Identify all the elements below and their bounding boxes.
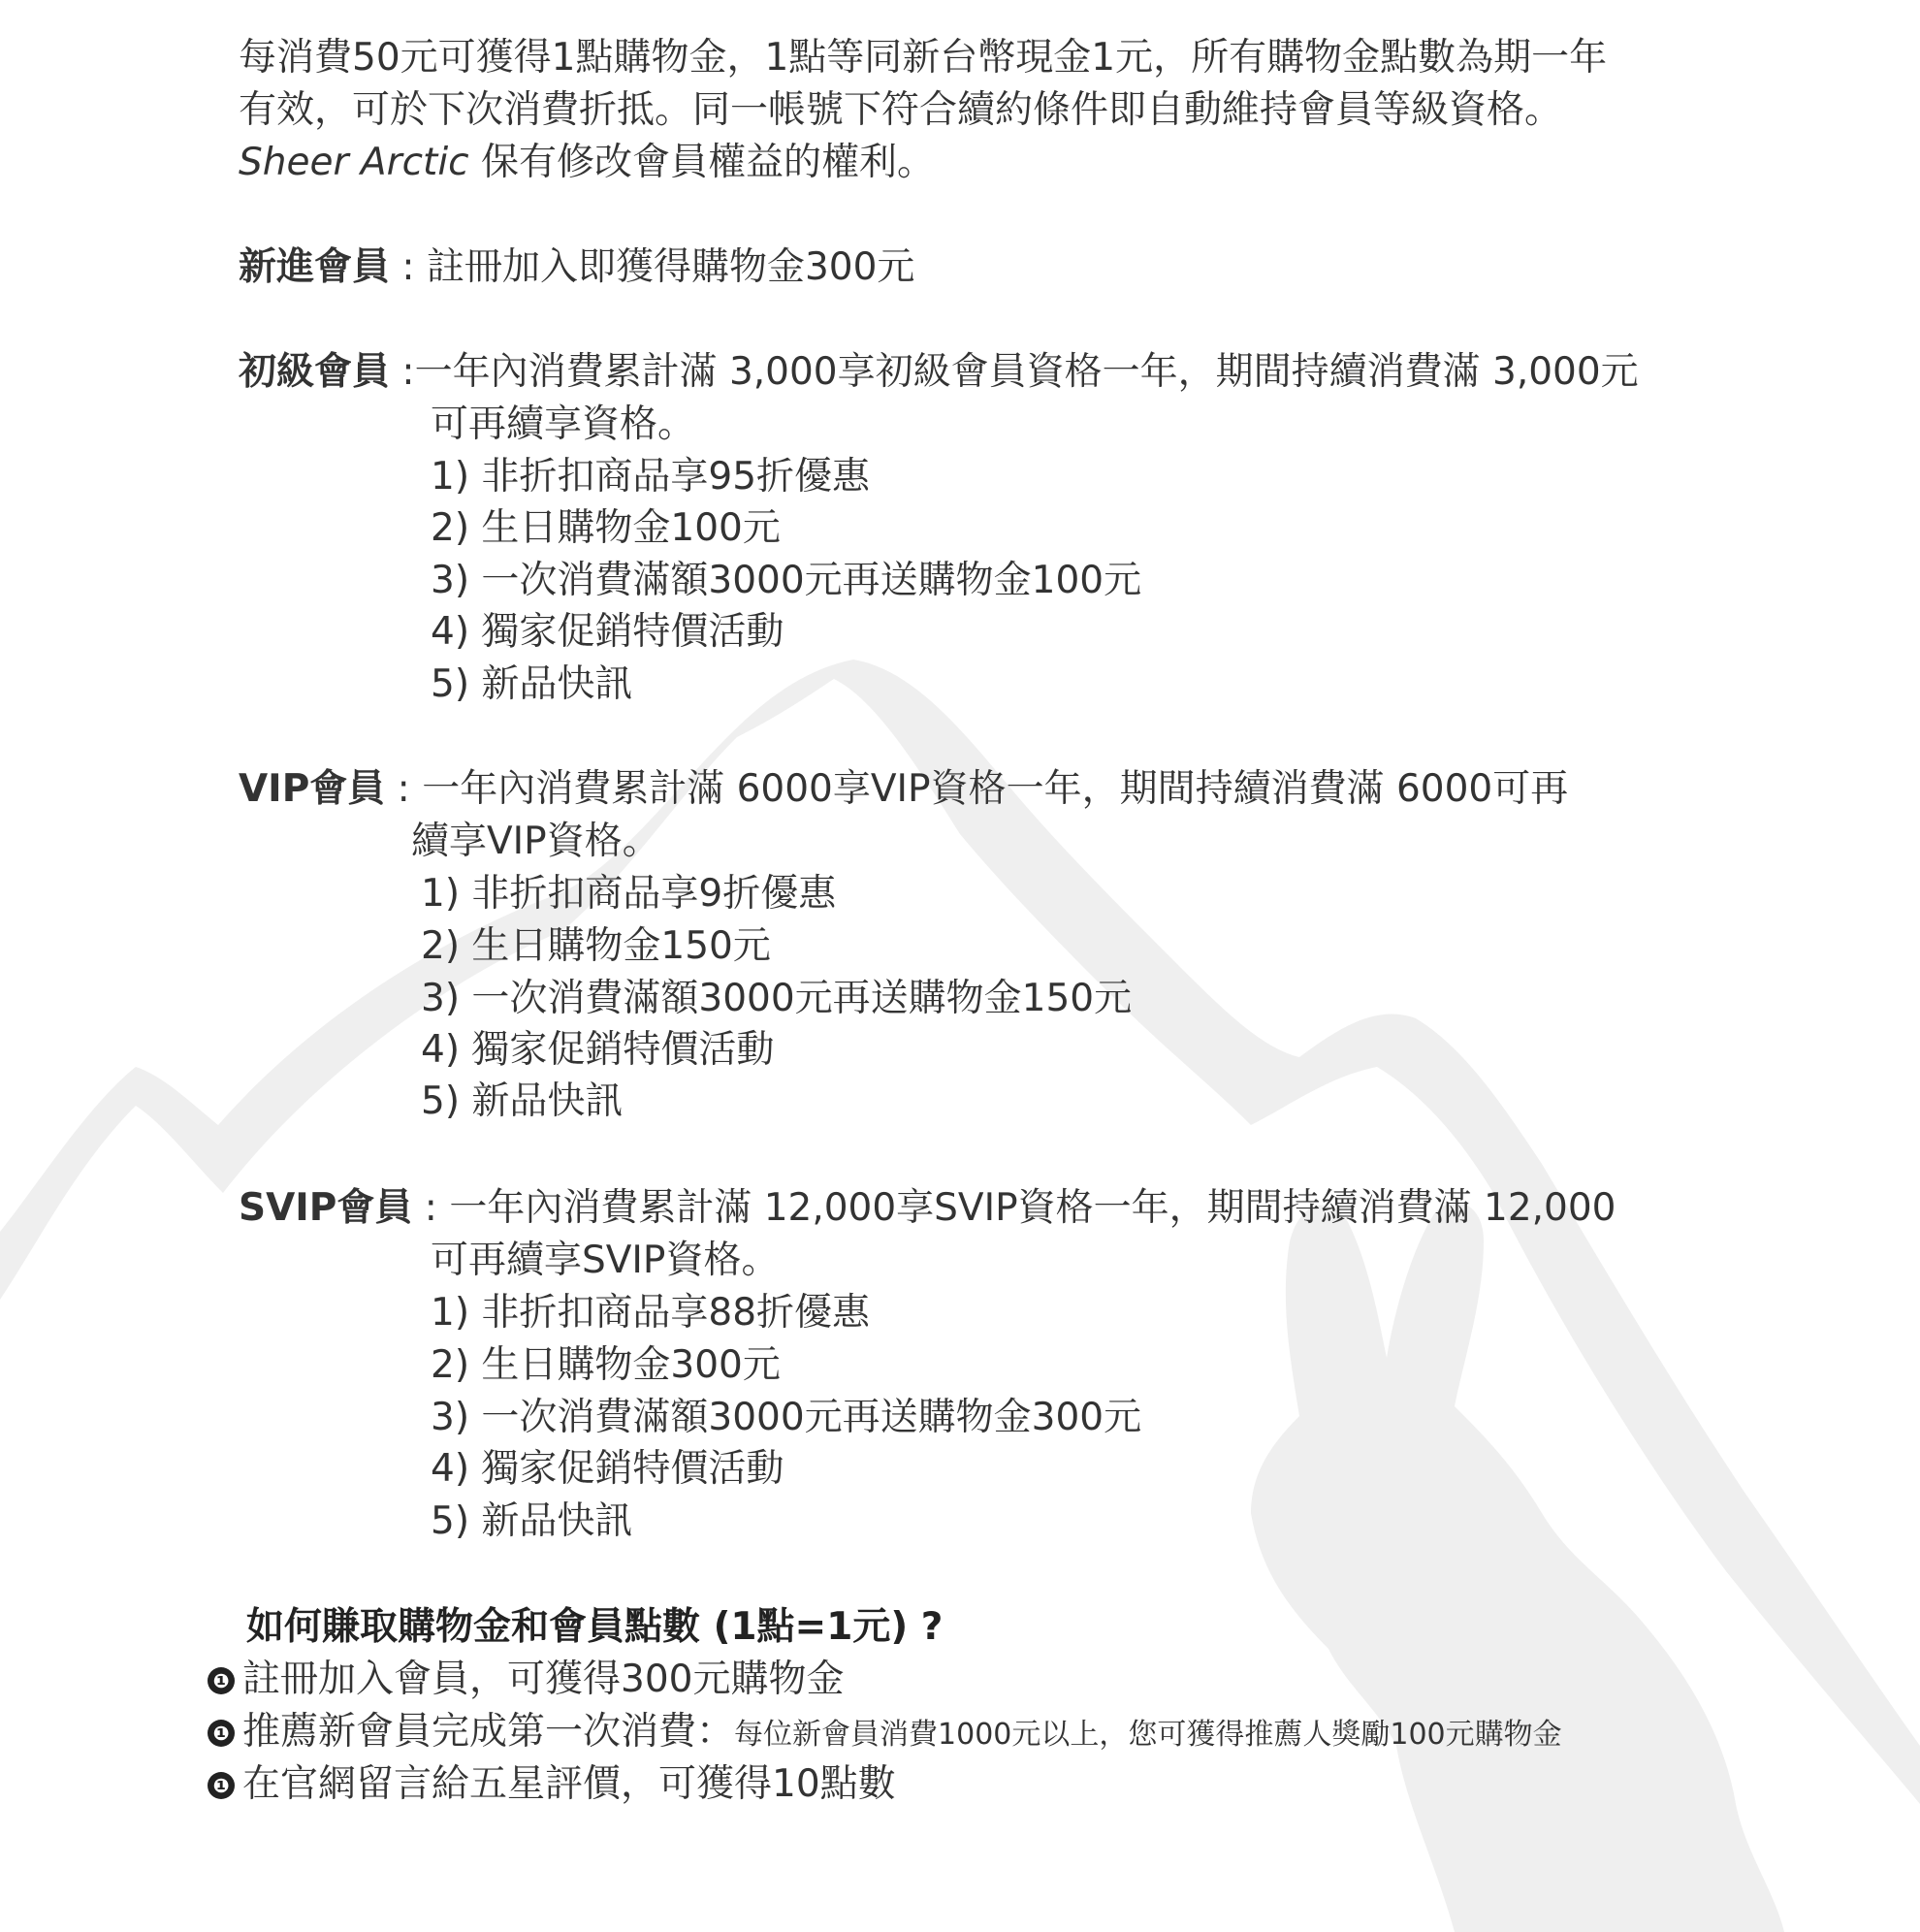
svip-benefit-2: 2) 生日購物金300元 — [431, 1343, 781, 1387]
earn-item-2-note: 每位新會員消費1000元以上，您可獲得推薦人獎勵100元購物金 — [734, 1718, 1562, 1752]
bullet-icon: ❶ — [208, 1667, 235, 1694]
new-member-row — [239, 244, 914, 291]
intro-line-1: 每消費50元可獲得1點購物金，1點等同新台幣現金1元，所有購物金點數為期一年 — [239, 36, 1608, 80]
junior-member-label: 初級會員 — [239, 350, 391, 394]
earn-heading: 如何賺取購物金和會員點數 (1點=1元) ? — [246, 1605, 944, 1649]
svip-benefit-5: 5) 新品快訊 — [431, 1499, 633, 1543]
earn-item-2-text: 推薦新會員完成第一次消費： — [242, 1710, 735, 1754]
new-member-text: 註冊加入即獲得購物金300元 — [426, 245, 915, 289]
junior-member-sep: : — [390, 350, 415, 394]
vip-member-desc-2: 續享VIP資格。 — [411, 820, 660, 863]
junior-member-row — [239, 349, 1639, 396]
svip-benefit-4: 4) 獨家促銷特價活動 — [431, 1447, 784, 1491]
brand-name: Sheer Arctic — [239, 141, 469, 184]
vip-benefit-3: 3) 一次消費滿額3000元再送購物金150元 — [421, 977, 1133, 1020]
junior-benefit-4: 4) 獨家促銷特價活動 — [431, 610, 784, 654]
earn-item-3-text: 在官網留言給五星評價，可獲得10點數 — [242, 1762, 896, 1806]
bullet-icon: ❶ — [208, 1720, 235, 1747]
junior-benefit-2: 2) 生日購物金100元 — [431, 506, 781, 550]
new-member-sep: : — [390, 245, 427, 289]
svip-benefit-3: 3) 一次消費滿額3000元再送購物金300元 — [431, 1396, 1142, 1439]
vip-benefit-5: 5) 新品快訊 — [421, 1079, 624, 1123]
vip-member-desc-1: 一年內消費累計滿 6000享VIP資格一年，期間持續消費滿 6000可再 — [422, 767, 1569, 811]
junior-benefit-1: 1) 非折扣商品享95折優惠 — [431, 455, 871, 499]
junior-member-desc-2: 可再續享資格。 — [431, 402, 696, 446]
svip-benefit-1: 1) 非折扣商品享88折優惠 — [431, 1291, 871, 1335]
svip-member-desc-2: 可再續享SVIP資格。 — [431, 1239, 780, 1282]
junior-member-desc-1: 一年內消費累計滿 3,000享初級會員資格一年，期間持續消費滿 3,000元 — [414, 350, 1639, 394]
intro-line-3 — [239, 140, 935, 186]
earn-item-1 — [208, 1657, 844, 1703]
vip-member-sep: : — [385, 767, 423, 811]
intro-line-2: 有效，可於下次消費折抵。同一帳號下符合續約條件即自動維持會員等級資格。 — [239, 88, 1563, 132]
vip-benefit-1: 1) 非折扣商品享9折優惠 — [421, 872, 837, 916]
rabbit-silhouette-shape — [1251, 1203, 1784, 1932]
vip-member-row — [239, 766, 1568, 813]
new-member-label: 新進會員 — [239, 245, 391, 289]
vip-member-label: VIP會員 — [239, 767, 386, 811]
earn-item-3 — [208, 1761, 896, 1808]
vip-benefit-4: 4) 獨家促銷特價活動 — [421, 1028, 775, 1072]
svip-member-label: SVIP會員 — [239, 1186, 413, 1230]
earn-item-2 — [208, 1709, 1562, 1758]
junior-benefit-5: 5) 新品快訊 — [431, 662, 633, 706]
svip-member-row — [239, 1185, 1616, 1232]
bullet-icon: ❶ — [208, 1772, 235, 1799]
vip-benefit-2: 2) 生日購物金150元 — [421, 924, 771, 968]
svip-member-sep: : — [412, 1186, 450, 1230]
earn-item-1-text: 註冊加入會員，可獲得300元購物金 — [242, 1658, 845, 1701]
svip-member-desc-1: 一年內消費累計滿 12,000享SVIP資格一年，期間持續消費滿 12,000 — [449, 1186, 1616, 1230]
junior-benefit-3: 3) 一次消費滿額3000元再送購物金100元 — [431, 559, 1142, 602]
intro-line-3-rest: 保有修改會員權益的權利。 — [468, 141, 936, 184]
